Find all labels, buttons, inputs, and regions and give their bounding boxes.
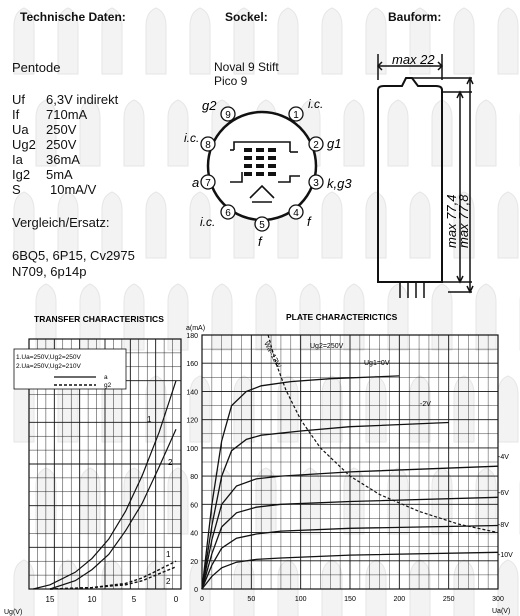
plate-ug2-label: Ug2=250V bbox=[310, 343, 344, 350]
tube-outline-drawing bbox=[368, 48, 480, 302]
svg-text:f: f bbox=[258, 234, 262, 249]
svg-text:f: f bbox=[307, 214, 311, 229]
transfer-x-tick: 0 bbox=[173, 595, 179, 604]
svg-text:5: 5 bbox=[259, 220, 265, 231]
plate-curve-label-m8: -8V bbox=[498, 522, 509, 529]
pin-9 bbox=[202, 98, 235, 121]
svg-text:3: 3 bbox=[313, 178, 319, 189]
equiv-line-2: N709, 6p14p bbox=[12, 264, 87, 279]
transfer-x-tick: 5 bbox=[131, 595, 137, 604]
plate-x-tick: 50 bbox=[247, 596, 256, 603]
legend-key-g2: g2 bbox=[104, 382, 112, 389]
plate-title: PLATE CHARACTERICTICS bbox=[286, 312, 398, 322]
svg-text:4: 4 bbox=[293, 208, 299, 219]
plate-power-label: Wa=12W bbox=[262, 340, 282, 370]
transfer-curve-label-1: 1 bbox=[147, 415, 152, 424]
svg-text:i.c.: i.c. bbox=[184, 131, 200, 145]
plate-curve-label-ug0: Ug1=0V bbox=[364, 360, 390, 367]
plate-y-label: a(mA) bbox=[186, 325, 206, 332]
plate-x-label: Ua(V) bbox=[492, 608, 511, 615]
plate-curve-label-m2: -2V bbox=[420, 401, 431, 408]
pin-5 bbox=[255, 217, 269, 249]
transfer-title: TRANSFER CHARACTERISTICS bbox=[34, 314, 164, 324]
transfer-x-tick: 15 bbox=[45, 595, 55, 604]
header-shape: Bauform: bbox=[388, 10, 442, 24]
spec-row: Uf 6,3V indirekt bbox=[12, 92, 119, 107]
background-tube-shape bbox=[146, 192, 166, 258]
plate-x-tick: 200 bbox=[393, 596, 406, 603]
background-tube-shape bbox=[190, 8, 210, 74]
pin-3 bbox=[309, 175, 352, 191]
background-tube-shape bbox=[146, 8, 166, 74]
plate-y-tick: 20 bbox=[190, 558, 198, 566]
spec-row: Ig2 5mA bbox=[12, 167, 73, 182]
plate-y-tick: 140 bbox=[186, 389, 198, 397]
transfer-g2-label-2: 2 bbox=[166, 577, 171, 586]
plate-x-tick: 150 bbox=[344, 596, 356, 603]
transfer-g2-label-1: 1 bbox=[166, 550, 171, 559]
pin-7 bbox=[192, 175, 215, 190]
transfer-x-label: Ug(V) bbox=[4, 609, 23, 616]
background-tube-shape bbox=[498, 8, 518, 74]
transfer-legend-1: 1.Ua=250V,Ug2=250V bbox=[16, 354, 81, 361]
svg-text:6: 6 bbox=[225, 208, 231, 219]
plate-x-tick: 0 bbox=[200, 596, 204, 603]
svg-text:i.c.: i.c. bbox=[308, 97, 324, 111]
spec-row: If 710mA bbox=[12, 107, 88, 122]
background-tube-shape bbox=[498, 192, 518, 258]
plate-y-tick: 160 bbox=[186, 361, 198, 369]
spec-row: Ia 36mA bbox=[12, 152, 80, 167]
svg-text:g1: g1 bbox=[327, 136, 342, 151]
transfer-characteristics-chart bbox=[0, 305, 196, 616]
spec-row: Ua 250V bbox=[12, 122, 77, 137]
pin-1 bbox=[289, 97, 323, 121]
transfer-curve-label-2: 2 bbox=[168, 458, 173, 467]
dim-height1-label: max 77,4 bbox=[444, 194, 459, 248]
plate-curve-label-m10: -10V bbox=[498, 552, 513, 559]
equiv-line-1: 6BQ5, 6P15, Cv2975 bbox=[12, 248, 135, 263]
pin-2 bbox=[309, 136, 341, 151]
transfer-curve-2 bbox=[50, 429, 176, 589]
transfer-x-tick: 10 bbox=[87, 595, 97, 604]
plate-curve-label-m4: -4V bbox=[498, 454, 509, 461]
plate-y-tick: 100 bbox=[186, 445, 198, 453]
spec-row: S 10mA/V bbox=[12, 182, 97, 197]
plate-grid bbox=[202, 335, 498, 589]
svg-text:g2: g2 bbox=[202, 98, 217, 113]
svg-text:i.c.: i.c. bbox=[200, 215, 216, 229]
transfer-legend-2: 2.Ua=250V,Ug2=210V bbox=[16, 363, 81, 370]
plate-y-tick: 40 bbox=[190, 530, 198, 538]
socket-type: Noval 9 Stift bbox=[214, 60, 279, 74]
equiv-title: Vergleich/Ersatz: bbox=[12, 215, 110, 230]
plate-y-tick: 120 bbox=[186, 417, 198, 425]
plate-y-tick: 60 bbox=[190, 502, 198, 510]
background-tube-shape bbox=[322, 8, 342, 74]
socket-subtype: Pico 9 bbox=[214, 74, 248, 88]
plate-x-tick: 300 bbox=[492, 596, 504, 603]
plate-y-tick: 180 bbox=[186, 333, 198, 340]
tube-type: Pentode bbox=[12, 60, 61, 75]
svg-text:2: 2 bbox=[313, 140, 319, 151]
svg-text:1: 1 bbox=[293, 110, 299, 121]
plate-curve-label-m6: -6V bbox=[498, 490, 509, 497]
pin-6 bbox=[200, 205, 235, 229]
dim-width-label: max 22 bbox=[392, 52, 435, 67]
svg-text:7: 7 bbox=[205, 178, 211, 189]
plate-x-tick: 100 bbox=[294, 596, 307, 603]
svg-text:9: 9 bbox=[225, 110, 231, 121]
plate-y-tick: 80 bbox=[190, 474, 198, 482]
header-socket: Sockel: bbox=[225, 10, 268, 24]
spec-row: Ug2 250V bbox=[12, 137, 77, 152]
legend-key-a: a bbox=[104, 374, 108, 381]
spec-table bbox=[12, 92, 118, 197]
background-tube-shape bbox=[124, 100, 144, 166]
plate-characteristics-chart bbox=[180, 305, 520, 616]
svg-text:k,g3: k,g3 bbox=[327, 176, 352, 191]
plate-y-tick: 0 bbox=[194, 587, 198, 594]
plate-x-tick: 250 bbox=[442, 596, 455, 603]
svg-text:8: 8 bbox=[205, 140, 211, 151]
header-technical-data: Technische Daten: bbox=[20, 10, 126, 24]
background-tube-shape bbox=[278, 8, 298, 74]
pin-4 bbox=[289, 205, 312, 229]
socket-pinout-diagram bbox=[184, 90, 370, 255]
dim-height2-label: max 77,8 bbox=[456, 194, 471, 248]
svg-text:a: a bbox=[192, 175, 200, 190]
